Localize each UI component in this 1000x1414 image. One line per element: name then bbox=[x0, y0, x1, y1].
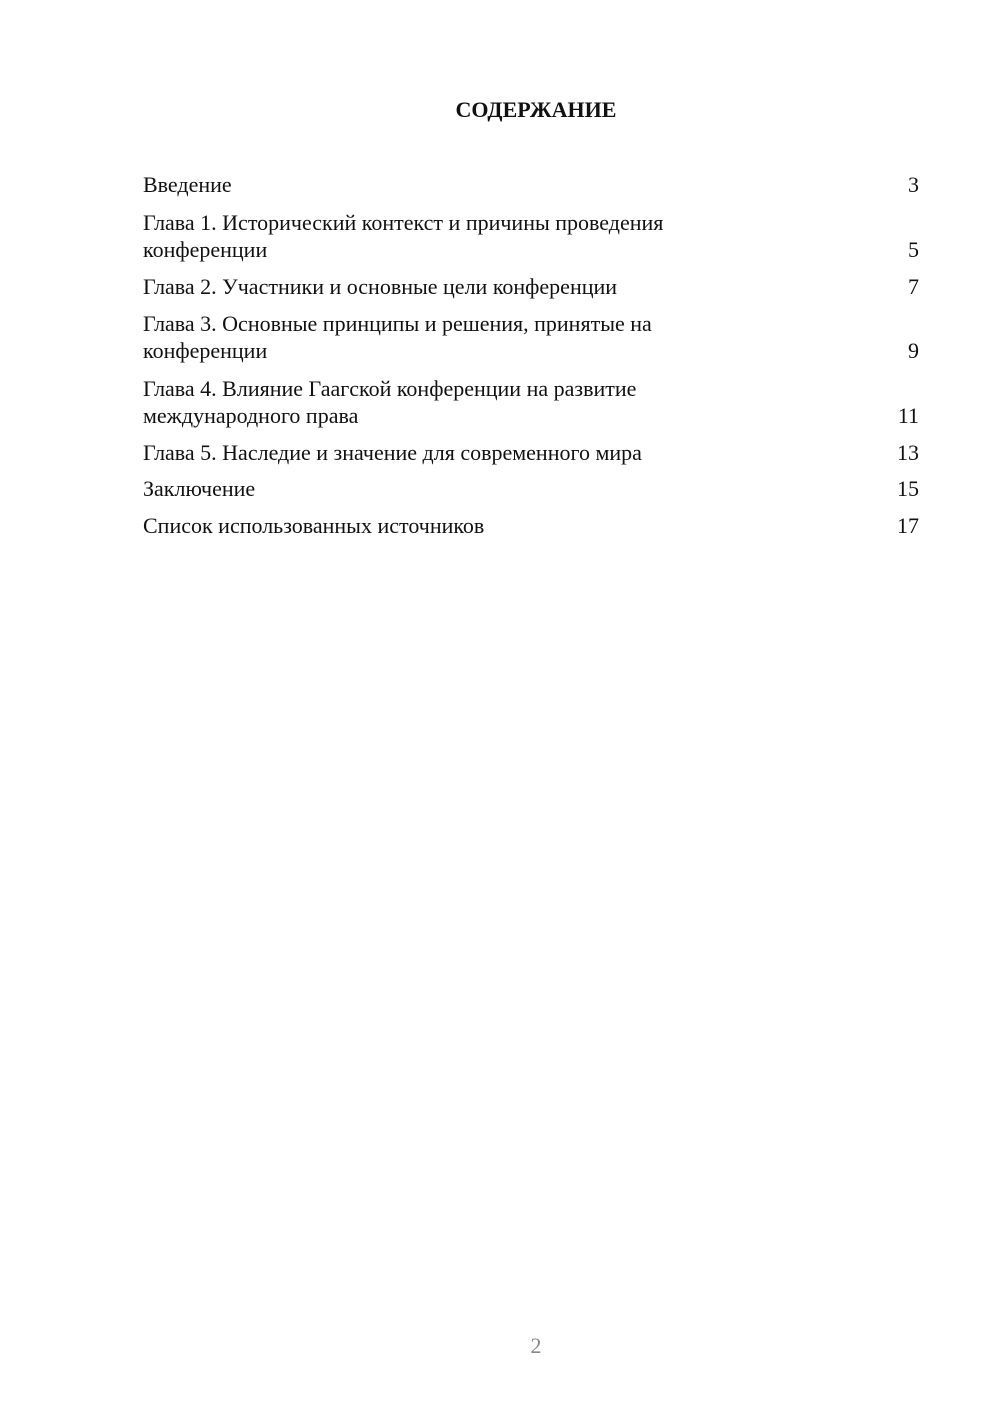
toc-entry-text: международного права bbox=[143, 403, 359, 428]
toc-entry-text: конференции bbox=[143, 338, 268, 363]
toc-entry-text: Глава 4. Влияние Гаагской конференции на развитие bbox=[143, 376, 637, 401]
toc-entry-text: Заключение bbox=[143, 476, 256, 501]
toc-page-number: 13 bbox=[897, 440, 919, 465]
toc-page-number: 17 bbox=[897, 513, 919, 538]
toc-entry-chapter-4[interactable] bbox=[143, 375, 919, 429]
page-number: 2 bbox=[530, 1333, 542, 1358]
toc-entry-text: Глава 5. Наследие и значение для современного мира bbox=[143, 440, 642, 465]
toc-entry-chapter-3[interactable] bbox=[143, 310, 919, 364]
toc-entry-text: конференции bbox=[143, 237, 268, 262]
toc-entry-text: Список использованных источников bbox=[143, 513, 485, 538]
toc-entry-text: Глава 1. Исторический контекст и причины проведения bbox=[143, 210, 664, 235]
toc-page-number: 9 bbox=[908, 338, 919, 363]
toc-page-number: 7 bbox=[908, 274, 919, 299]
toc-page-number: 11 bbox=[897, 403, 919, 428]
toc-page-number: 15 bbox=[897, 476, 919, 501]
toc-entry-chapter-2[interactable] bbox=[143, 273, 919, 300]
toc-entry-text: Введение bbox=[143, 172, 232, 197]
toc-page-number: 3 bbox=[908, 172, 919, 197]
page-title: СОДЕРЖАНИЕ bbox=[455, 97, 617, 122]
toc-entry-references[interactable] bbox=[143, 512, 919, 539]
toc-entry-introduction[interactable] bbox=[143, 171, 919, 198]
toc-entry-chapter-5[interactable] bbox=[143, 439, 919, 466]
toc-entry-conclusion[interactable] bbox=[143, 475, 919, 502]
toc-entry-text: Глава 3. Основные принципы и решения, принятые на bbox=[143, 311, 652, 336]
toc-entry-text: Глава 2. Участники и основные цели конференции bbox=[143, 274, 618, 299]
toc-entry-chapter-1[interactable] bbox=[143, 209, 919, 263]
toc-page-number: 5 bbox=[908, 237, 919, 262]
